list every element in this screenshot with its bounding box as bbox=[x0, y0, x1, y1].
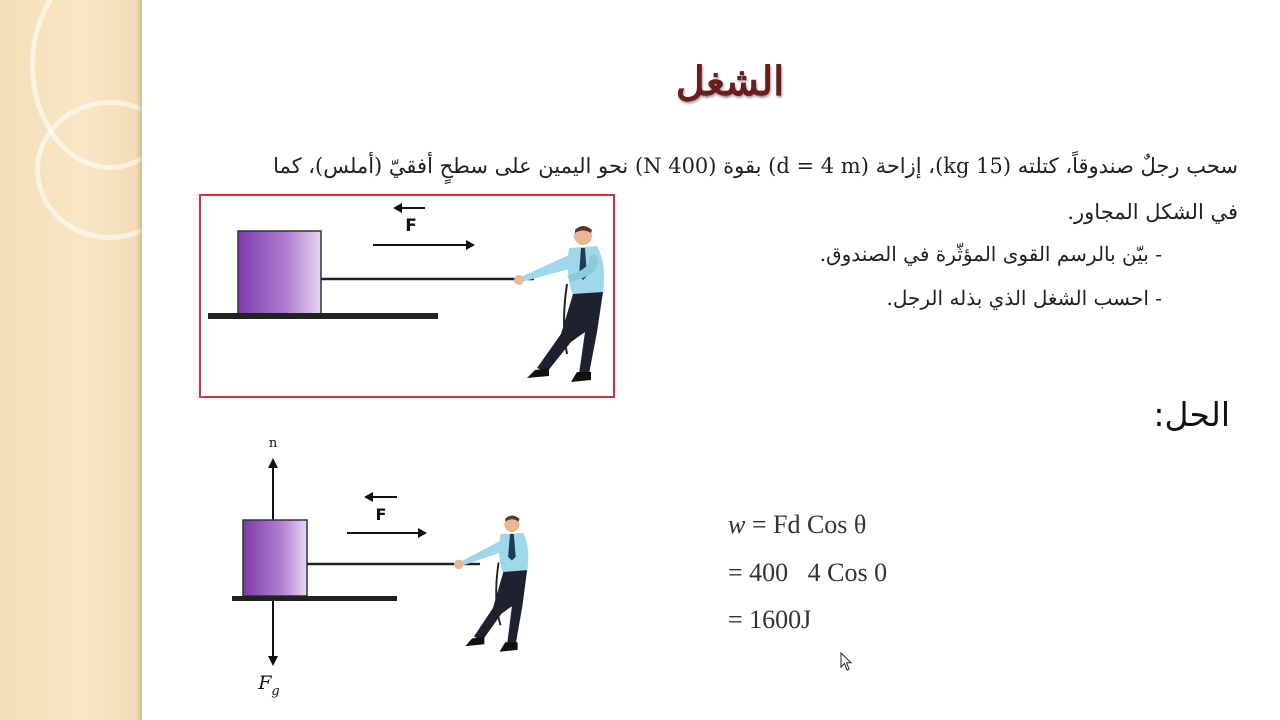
weight-arrow-head bbox=[268, 656, 278, 666]
solution-label: الحل: bbox=[1153, 395, 1230, 434]
arrow-left-head bbox=[364, 492, 373, 502]
band-shadow bbox=[136, 0, 142, 720]
mouse-cursor-icon bbox=[840, 652, 854, 672]
slide-title: الشغل bbox=[675, 58, 785, 105]
equation-rhs-1: = Fd Cos θ bbox=[751, 510, 867, 539]
ground bbox=[232, 596, 397, 601]
decorative-side-band bbox=[0, 0, 142, 720]
problem-line-2: في الشكل المجاور. bbox=[1067, 200, 1238, 224]
task-list bbox=[662, 232, 1162, 320]
task-draw-forces: - بيّن بالرسم القوى المؤثّرة في الصندوق. bbox=[819, 242, 1162, 266]
weight-force-label: $F_g$ bbox=[258, 672, 280, 699]
force-label: F bbox=[405, 216, 417, 236]
equation-line-2: = 400 4 Cos 0 bbox=[728, 558, 888, 587]
figure-pulling-box bbox=[199, 194, 615, 398]
figure-free-body bbox=[225, 430, 545, 705]
task-calc-work: - احسب الشغل الذي بذله الرجل. bbox=[886, 286, 1162, 310]
equation-line-3: = 1600J bbox=[728, 605, 812, 634]
box bbox=[243, 520, 307, 596]
force-label: F bbox=[375, 505, 387, 524]
normal-arrow-head bbox=[268, 458, 278, 468]
ground bbox=[208, 313, 438, 319]
normal-force-label: n bbox=[268, 436, 278, 451]
man-figure bbox=[454, 515, 528, 651]
arrow-right-head bbox=[418, 528, 427, 538]
work-symbol: w bbox=[728, 510, 746, 539]
problem-line-1: سحب رجلٌ صندوقاً، كتلته (15 kg)، إزاحة (d = 4 m) بقوة (400 N) نحو اليمين على سطحٍ أفقيّ (أملس)، كما bbox=[273, 154, 1238, 178]
equation-line-1 bbox=[728, 510, 866, 540]
box bbox=[238, 231, 321, 314]
